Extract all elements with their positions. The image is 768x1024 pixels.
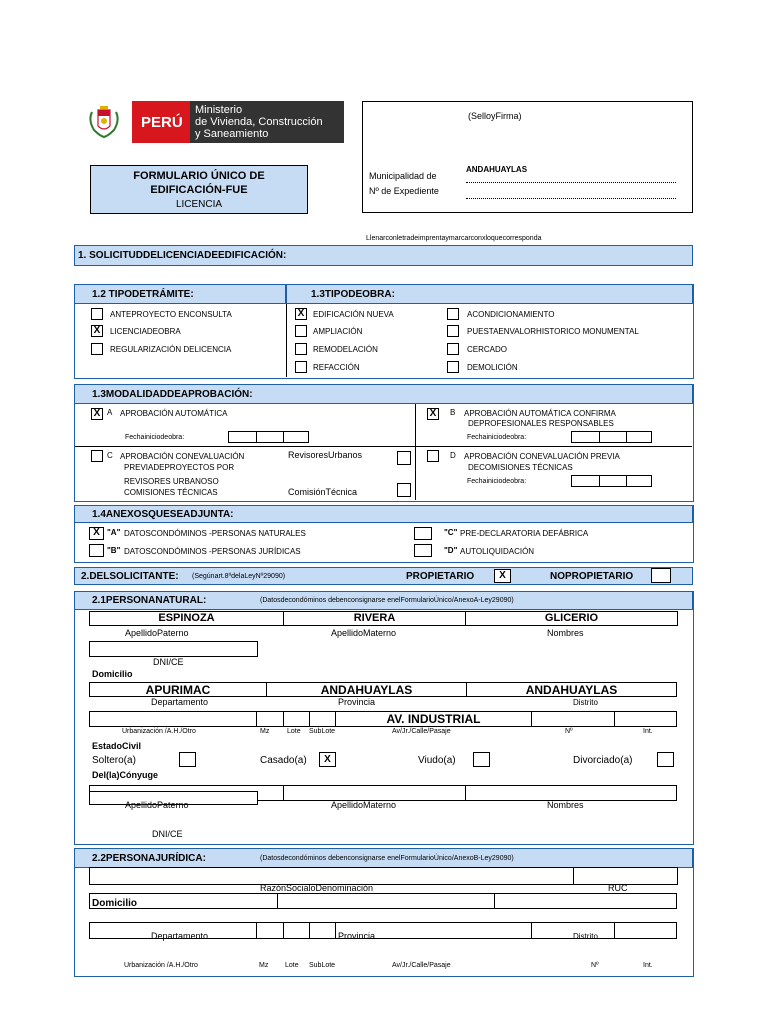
provincia-field[interactable]: ANDAHUAYLAS: [266, 682, 467, 697]
checkbox-modalidad-d[interactable]: [427, 450, 439, 462]
checkbox-soltero[interactable]: [179, 752, 196, 767]
label-ruc: RUC: [608, 883, 628, 893]
anexo-a-code: "A": [107, 528, 121, 537]
conyuge-nombres-field[interactable]: [465, 785, 677, 801]
lote-jur-field[interactable]: [283, 922, 310, 939]
peru-coat-of-arms-icon: [86, 106, 122, 140]
ministry-logo: [190, 101, 344, 143]
label-dni: DNI/CE: [153, 657, 184, 667]
checkbox-modalidad-a[interactable]: X: [91, 408, 103, 420]
ministry-line-1: Ministerio: [195, 104, 243, 116]
peru-logo-text: PERÚ: [141, 114, 183, 131]
label-modalidad-b-2: DEPROFESIONALES RESPONSABLES: [468, 419, 614, 428]
provincia-jur-field[interactable]: [277, 893, 495, 909]
divider: [256, 432, 257, 442]
conyuge-apellido-materno-field[interactable]: [283, 785, 466, 801]
label-estado-civil: EstadoCivil: [92, 741, 142, 751]
label-comision: ComisiónTécnica: [288, 487, 358, 497]
section-1-title: 1. SOLICITUDDELICENCIADEEDIFICACIÓN:: [78, 250, 287, 261]
checkbox-edificacion-nueva[interactable]: X: [295, 308, 307, 320]
label-anteproyecto: ANTEPROYECTO ENCONSULTA: [110, 310, 232, 319]
checkbox-demolicion[interactable]: [447, 361, 459, 373]
section-1-3-header: [286, 284, 693, 304]
apellido-paterno-field[interactable]: ESPINOZA: [89, 611, 284, 626]
peru-logo: [132, 101, 190, 143]
propietario-label: PROPIETARIO: [406, 571, 475, 582]
section-2-2-header: [74, 848, 693, 868]
label-conyuge-apellido-materno: ApellidoMaterno: [331, 800, 397, 810]
anexo-a-label: DATOSCONDÓMINOS -PERSONAS NATURALES: [124, 529, 306, 538]
section-1-3-title: 1.3TIPODEOBRA:: [311, 289, 395, 300]
nombres-field[interactable]: GLICERIO: [465, 611, 678, 626]
section-1-2-title: 1.2 TIPODETRÁMITE:: [92, 289, 194, 300]
checkbox-puesta-en-valor[interactable]: [447, 325, 459, 337]
label-modalidad-d-2: DECOMISIONES TÉCNICAS: [468, 463, 573, 472]
section-2-header: [74, 567, 693, 585]
label-modalidad-a: APROBACIÓN AUTOMÁTICA: [120, 409, 228, 418]
checkbox-modalidad-c[interactable]: [91, 450, 103, 462]
label-edificacion-nueva: EDIFICACIÓN NUEVA: [313, 310, 394, 319]
label-numero-jur: Nº: [591, 962, 599, 969]
label-mz: Mz: [260, 728, 270, 735]
label-soltero: Soltero(a): [92, 755, 136, 766]
label-interior: Int.: [643, 728, 653, 735]
municipalidad-label: Municipalidad de: [369, 171, 437, 181]
stamp-label: (SelloyFirma): [468, 111, 522, 121]
letter-a: A: [107, 408, 113, 417]
section-modalidad-header: [74, 384, 693, 404]
section-2-1-note: (Datosdecondóminos debenconsignarse enelFormularioÚnico/AnexoA-Ley29090): [260, 597, 514, 604]
label-mz-jur: Mz: [259, 962, 269, 969]
label-distrito-jur: Distrito: [573, 932, 598, 941]
expediente-label: Nº de Expediente: [369, 186, 439, 196]
checkbox-ampliacion[interactable]: [295, 325, 307, 337]
form-title-box: [90, 165, 308, 214]
checkbox-regularizacion[interactable]: [91, 343, 103, 355]
section-2-title: 2.DELSOLICITANTE:: [81, 571, 179, 582]
checkbox-anexo-c[interactable]: [414, 527, 432, 540]
label-ampliacion: AMPLIACIÓN: [313, 327, 363, 336]
label-demolicion: DEMOLICIÓN: [467, 363, 518, 372]
letter-c: C: [107, 451, 113, 460]
label-modalidad-c-3: REVISORES URBANOSO: [124, 477, 219, 486]
checkbox-licencia-obra[interactable]: X: [91, 325, 103, 337]
label-urbanizacion: Urbanización /A.H./Otro: [122, 728, 196, 735]
label-licencia-obra: LICENCIADEOBRA: [110, 327, 181, 336]
label-conyuge-nombres: Nombres: [547, 800, 584, 810]
anexo-d-code: "D": [444, 546, 458, 555]
checkbox-anexo-a[interactable]: X: [89, 527, 104, 540]
letter-b: B: [450, 408, 456, 417]
divider: [626, 476, 627, 486]
label-domicilio-juridica: Domicilio: [92, 898, 138, 909]
label-modalidad-b-1: APROBACIÓN AUTOMÁTICA CONFIRMA: [464, 409, 616, 418]
lote-field[interactable]: [283, 711, 310, 727]
label-revisores: RevisoresUrbanos: [288, 450, 363, 460]
fecha-label-b: Fechainiciodeobra:: [467, 434, 527, 441]
label-modalidad-d-1: APROBACIÓN CONEVALUACIÓN PREVIA: [464, 452, 620, 461]
stamp-box: [362, 101, 693, 213]
fecha-field-b[interactable]: [571, 431, 652, 443]
label-sublote: SubLote: [309, 728, 336, 735]
section-anexos-title: 1.4ANEXOSQUESEADJUNTA:: [92, 509, 234, 520]
anexo-b-label: DATOSCONDÓMINOS -PERSONAS JURÍDICAS: [124, 547, 301, 556]
fecha-label-a: Fechainiciodeobra:: [125, 434, 185, 441]
anexo-c-code: "C": [444, 528, 458, 537]
label-cercado: CERCADO: [467, 345, 508, 354]
label-distrito: Distrito: [573, 698, 598, 707]
municipalidad-line: [466, 182, 676, 183]
apellido-materno-field[interactable]: RIVERA: [283, 611, 466, 626]
section-2-1-header: [74, 591, 693, 610]
label-regularizacion: REGULARIZACIÓN DELICENCIA: [110, 345, 232, 354]
section-2-1-title: 2.1PERSONANATURAL:: [92, 595, 207, 606]
mz-field[interactable]: [256, 711, 284, 727]
urbanizacion-field[interactable]: [89, 711, 257, 727]
departamento-field[interactable]: APURIMAC: [89, 682, 267, 697]
label-modalidad-c-1: APROBACIÓN CONEVALUACIÓN: [120, 452, 245, 461]
checkbox-nopropietario[interactable]: [651, 568, 671, 583]
label-provincia-jur: Provincia: [338, 931, 376, 941]
section-2-2-note: (Datosdecondóminos debenconsignarse enelFormularioÚnico/AnexoB-Ley29090): [260, 855, 514, 862]
anexo-d-label: AUTOLIQUIDACIÓN: [460, 547, 535, 556]
checkbox-cercado[interactable]: [447, 343, 459, 355]
interior-field[interactable]: [614, 711, 677, 727]
label-refaccion: REFACCIÓN: [313, 363, 360, 372]
label-numero: Nº: [565, 728, 573, 735]
numero-field[interactable]: [531, 711, 615, 727]
via-field[interactable]: AV. INDUSTRIAL: [335, 711, 532, 727]
nopropietario-label: NOPROPIETARIO: [550, 571, 634, 582]
checkbox-revisores[interactable]: [397, 451, 411, 465]
label-nombres: Nombres: [547, 628, 584, 638]
mz-jur-field[interactable]: [256, 922, 284, 939]
checkbox-refaccion[interactable]: [295, 361, 307, 373]
divider: [626, 432, 627, 442]
label-departamento: Departamento: [151, 697, 209, 707]
form-subtitle: LICENCIA: [175, 199, 223, 210]
label-via: Av/Jr./Calle/Pasaje: [392, 728, 451, 735]
label-sublote-jur: SubLote: [309, 962, 336, 969]
section-2-note: (Segúnart.8ºdelaLeyNº29090): [192, 573, 286, 580]
checkbox-divorciado[interactable]: [657, 752, 674, 767]
checkbox-comision[interactable]: [397, 483, 411, 497]
checkbox-acondicionamiento[interactable]: [447, 308, 459, 320]
divider: [599, 432, 600, 442]
section-1-header: [74, 245, 693, 266]
checkbox-viudo[interactable]: [473, 752, 490, 767]
label-razon-social: RazónSocialoDenominación: [260, 883, 374, 893]
checkbox-modalidad-b[interactable]: X: [427, 408, 439, 420]
label-divorciado: Divorciado(a): [573, 755, 633, 766]
label-lote: Lote: [287, 728, 301, 735]
form-title-1: FORMULARIO ÚNICO DE: [133, 170, 265, 182]
ministry-line-2: de Vivienda, Construcción: [195, 116, 323, 128]
divider: [283, 432, 284, 442]
label-puesta-en-valor: PUESTAENVALORHISTORICO MONUMENTAL: [467, 327, 639, 336]
fecha-field-d[interactable]: [571, 475, 652, 487]
section-1-2-header: [74, 284, 286, 304]
divider: [75, 446, 692, 447]
dni-field[interactable]: [89, 641, 258, 657]
distrito-field[interactable]: ANDAHUAYLAS: [466, 682, 677, 697]
label-conyuge-dni: DNI/CE: [152, 829, 183, 839]
expediente-line[interactable]: [466, 198, 676, 199]
fecha-label-d: Fechainiciodeobra:: [467, 478, 527, 485]
distrito-jur-field[interactable]: [494, 893, 677, 909]
label-departamento-jur: Departamento: [151, 931, 209, 941]
divider: [599, 476, 600, 486]
label-domicilio: Domicilio: [92, 669, 133, 679]
label-viudo: Viudo(a): [418, 755, 456, 766]
label-modalidad-c-4: COMISIONES TÉCNICAS: [124, 488, 218, 497]
label-conyuge: Del(la)Cónyuge: [92, 770, 159, 780]
instructions: Llenarconletradeimprentaymarcarconxloquecorresponda: [366, 235, 542, 242]
label-conyuge-apellido-paterno: ApellidoPaterno: [125, 800, 189, 810]
label-apellido-paterno: ApellidoPaterno: [125, 628, 189, 638]
sublote-field[interactable]: [309, 711, 336, 727]
label-modalidad-c-2: PREVIADEPROYECTOS POR: [124, 463, 235, 472]
anexo-c-label: PRE-DECLARATORIA DEFÁBRICA: [460, 529, 589, 538]
checkbox-remodelacion[interactable]: [295, 343, 307, 355]
label-interior-jur: Int.: [643, 962, 653, 969]
label-urbanizacion-jur: Urbanización /A.H./Otro: [124, 962, 198, 969]
label-apellido-materno: ApellidoMaterno: [331, 628, 397, 638]
label-lote-jur: Lote: [285, 962, 299, 969]
anexo-b-code: "B": [107, 546, 121, 555]
label-via-jur: Av/Jr./Calle/Pasaje: [392, 962, 451, 969]
label-remodelacion: REMODELACIÓN: [313, 345, 378, 354]
ministry-line-3: y Saneamiento: [195, 128, 269, 140]
checkbox-anteproyecto[interactable]: [91, 308, 103, 320]
checkbox-anexo-b[interactable]: [89, 544, 104, 557]
section-2-2-title: 2.2PERSONAJURÍDICA:: [92, 853, 206, 864]
fecha-field-a[interactable]: [228, 431, 309, 443]
checkbox-propietario[interactable]: X: [494, 569, 511, 583]
municipalidad-value[interactable]: ANDAHUAYLAS: [466, 165, 528, 174]
section-anexos-header: [74, 505, 693, 523]
section-modalidad-title: 1.3MODALIDADDEAPROBACIÓN:: [92, 389, 253, 400]
checkbox-casado[interactable]: X: [319, 752, 336, 767]
label-provincia: Provincia: [338, 697, 376, 707]
letter-d: D: [450, 451, 456, 460]
divider: [415, 404, 416, 500]
interior-jur-field[interactable]: [614, 922, 677, 939]
label-acondicionamiento: ACONDICIONAMIENTO: [467, 310, 555, 319]
checkbox-anexo-d[interactable]: [414, 544, 432, 557]
sublote-jur-field[interactable]: [309, 922, 336, 939]
divider: [286, 304, 287, 377]
label-casado: Casado(a): [260, 755, 307, 766]
form-title-2: EDIFICACIÓN-FUE: [150, 184, 248, 196]
